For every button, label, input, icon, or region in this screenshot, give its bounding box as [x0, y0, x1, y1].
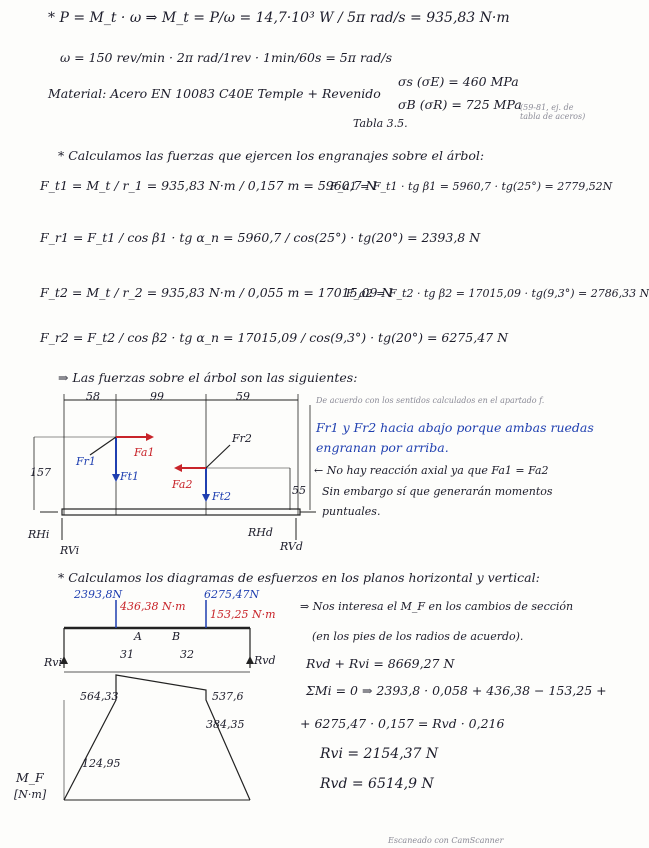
fr1-equation: F_r1 = F_t1 / cos β1 · tg α_n = 5960,7 / cos(25°) · tg(20°) = 2393,8 N	[40, 230, 481, 245]
label-fa2: Fa2	[172, 478, 193, 491]
yield-stress: σs (σE) = 460 MPa	[398, 74, 519, 89]
note-line2: engranan por arriba.	[316, 440, 449, 455]
value-384: 384,35	[206, 718, 245, 731]
dim-157: 157	[30, 466, 51, 479]
note-line3: ← No hay reacción axial ya que Fa1 = Fa2	[314, 464, 549, 477]
label-fr2: Fr2	[232, 432, 252, 445]
label-rvi: RVi	[60, 544, 80, 557]
mf-units: [N·m]	[14, 788, 47, 801]
value-564: 564,33	[80, 690, 119, 703]
eq-rvi: Rvi = 2154,37 N	[320, 746, 439, 762]
note-mf1: ⇒ Nos interesa el M_F en los cambios de sección	[300, 600, 574, 613]
material-line: Material: Acero EN 10083 C40E Temple + Revenido	[48, 86, 381, 101]
label-fr1: Fr1	[76, 455, 96, 468]
label-B: B	[172, 630, 181, 643]
note-sentidos: De acuerdo con los sentidos calculados en el apartado f.	[316, 396, 545, 405]
diagram2-intro: * Calculamos los diagramas de esfuerzos en los planos horizontal y vertical:	[58, 570, 540, 585]
label-6275: 6275,47N	[204, 588, 260, 601]
scanner-footer: Escaneado con CamScanner	[388, 836, 504, 845]
dim-59: 59	[236, 390, 250, 403]
dim-55: 55	[292, 484, 306, 497]
ultimate-stress: σB (σR) = 725 MPa	[398, 97, 522, 112]
eq-rvd: Rvd = 6514,9 N	[320, 776, 434, 792]
mf-label: M_F	[16, 770, 44, 785]
label-ft1: Ft1	[120, 470, 140, 483]
label-ft2: Ft2	[212, 490, 232, 503]
label-rvi2: Rvi	[44, 656, 63, 669]
label-fa1: Fa1	[134, 446, 155, 459]
note-line1: Fr1 y Fr2 hacia abajo porque ambas ruedas	[316, 420, 594, 435]
label-2393: 2393,8N	[74, 588, 123, 601]
dim-31: 31	[120, 648, 134, 661]
label-rvd: RVd	[280, 540, 303, 553]
label-rhi: RHi	[28, 528, 50, 541]
label-rhd: RHd	[248, 526, 273, 539]
fa2-equation: F_a2 = F_t2 · tg β2 = 17015,09 · tg(9,3°) = 2786,33 N	[346, 287, 649, 300]
value-124: 124,95	[82, 757, 121, 770]
label-m1: 436,38 N·m	[120, 600, 186, 613]
ft2-equation: F_t2 = M_t / r_2 = 935,83 N·m / 0,055 m = 17015,09 N	[40, 285, 393, 300]
note-line4: Sin embargo sí que generarán momentos	[322, 485, 553, 498]
table-ref: Tabla 3.5.	[353, 117, 408, 130]
fr2-equation: F_r2 = F_t2 / cos β2 · tg α_n = 17015,09 / cos(9,3°) · tg(20°) = 6275,47 N	[40, 330, 509, 345]
label-m2: 153,25 N·m	[210, 608, 276, 621]
dim-99: 99	[150, 390, 164, 403]
forces-intro: * Calculamos las fuerzas que ejercen los engranajes sobre el árbol:	[58, 148, 485, 163]
diagram1-intro: ⇒ Las fuerzas sobre el árbol son las siguientes:	[58, 370, 358, 385]
value-537: 537,6	[212, 690, 244, 703]
stress-note: (59-81, ej. de tabla de aceros)	[520, 103, 586, 121]
dim-58: 58	[86, 390, 100, 403]
note-line5: puntuales.	[322, 505, 381, 518]
label-rvd2: Rvd	[254, 654, 276, 667]
eq-sum: Rvd + Rvi = 8669,27 N	[306, 656, 455, 671]
label-A: A	[134, 630, 142, 643]
fa1-equation: F_a1 = F_t1 · tg β1 = 5960,7 · tg(25°) = 2779,52N	[330, 180, 613, 193]
omega-equation: ω = 150 rev/min · 2π rad/1rev · 1min/60s = 5π rad/s	[60, 50, 393, 65]
torque-equation: * P = M_t · ω ⇒ M_t = P/ω = 14,7·10³ W / 5π rad/s = 935,83 N·m	[48, 10, 510, 26]
eq-moments: ΣMi = 0 ⇒ 2393,8 · 0,058 + 436,38 − 153,25 +	[306, 683, 607, 698]
eq-moments2: + 6275,47 · 0,157 = Rvd · 0,216	[300, 716, 505, 731]
ft1-equation: F_t1 = M_t / r_1 = 935,83 N·m / 0,157 m = 5960,7 N	[40, 178, 377, 193]
dim-32: 32	[180, 648, 194, 661]
note-mf2: (en los pies de los radios de acuerdo).	[312, 630, 524, 643]
